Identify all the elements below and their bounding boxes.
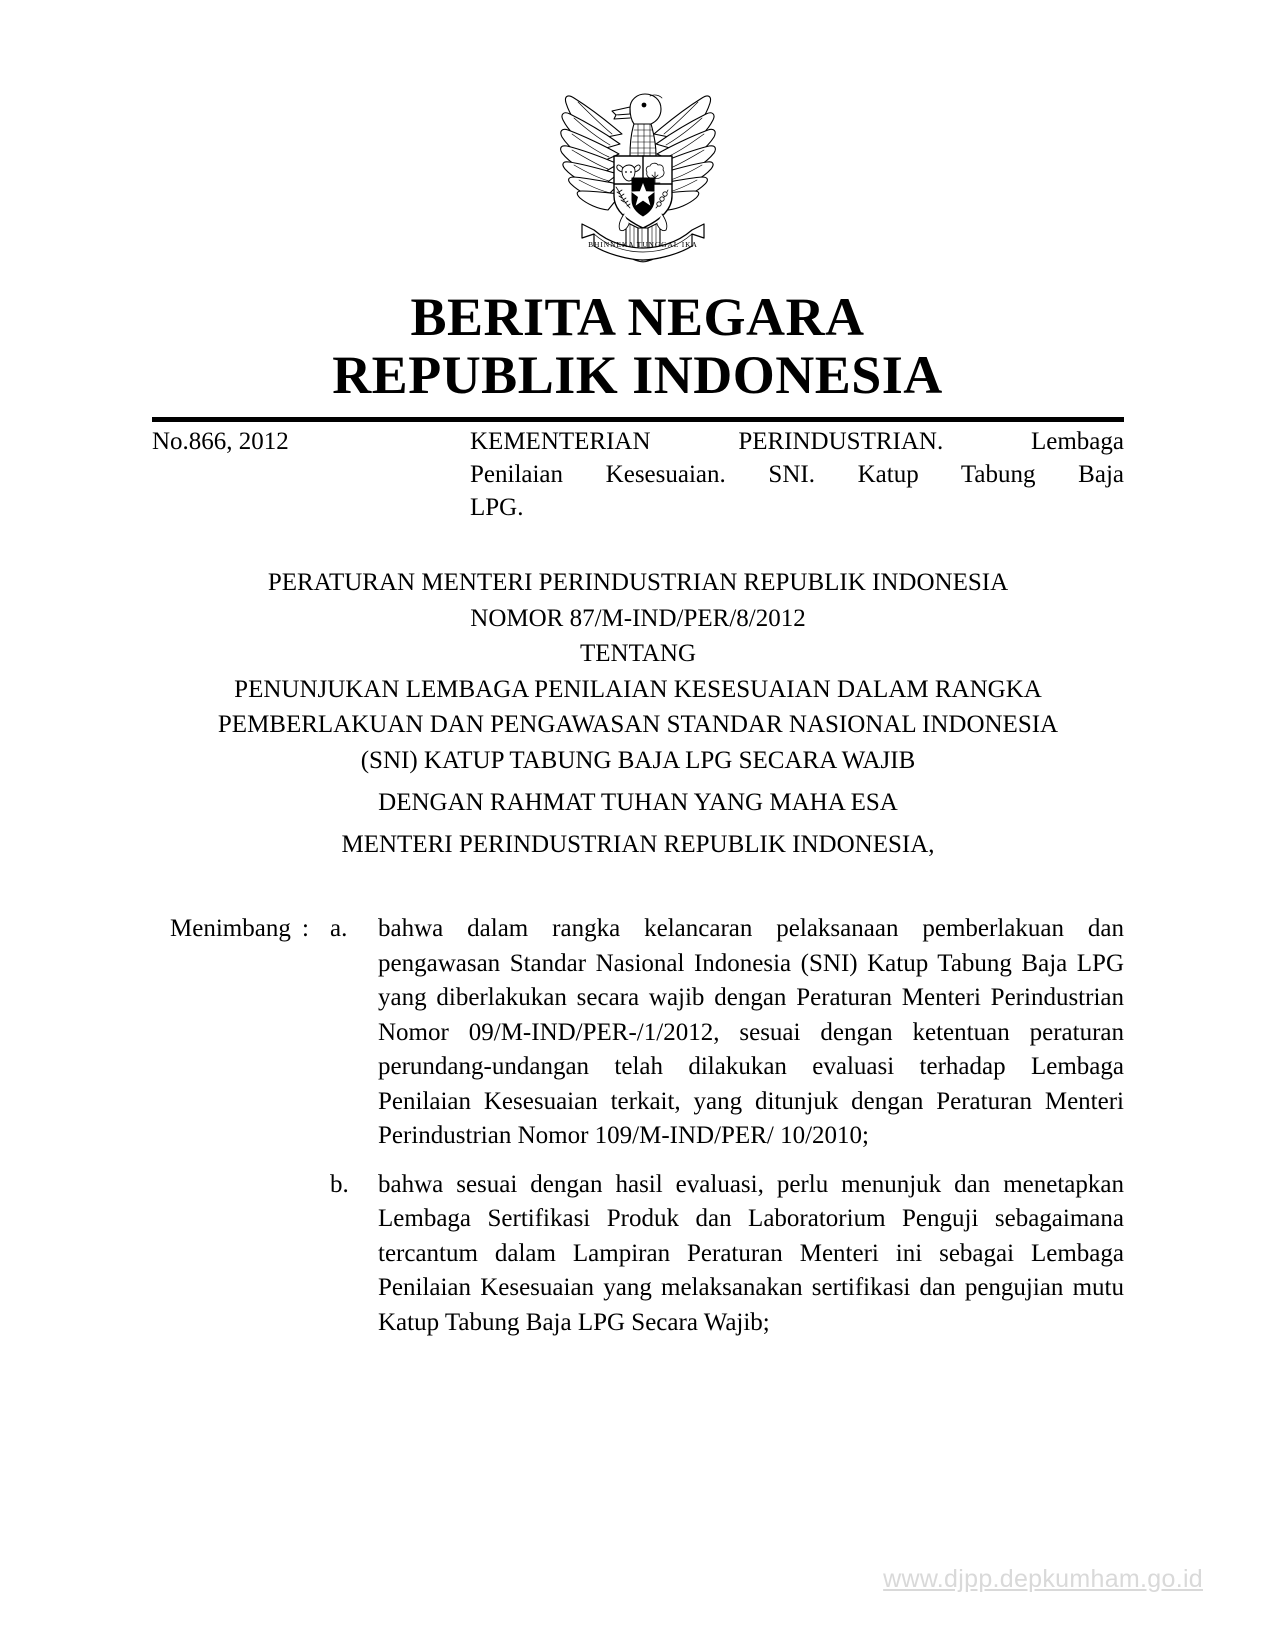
considerations-colon: : (302, 915, 309, 942)
gazette-subject-line-2: Penilaian Kesesuaian. SNI. Katup Tabung Baja (470, 461, 1124, 488)
regulation-title-line-1: PERATURAN MENTERI PERINDUSTRIAN REPUBLIK INDONESIA (267, 569, 1009, 596)
watermark-url: www.djpp.depkumham.go.id (883, 1565, 1203, 1593)
footer-watermark (0, 1565, 1275, 1594)
emblem-motto-text: BHINNEKA TUNGGAL IKA (587, 240, 698, 249)
regulation-subject-line-2: PEMBERLAKUAN DAN PENGAWASAN STANDAR NASIONAL INDONESIA (217, 711, 1059, 738)
considerations-section (152, 912, 1124, 1354)
gazette-subject (470, 425, 1124, 524)
masthead-line-2: REPUBLIK INDONESIA (332, 345, 943, 406)
invocation-block (152, 782, 1124, 866)
regulation-title-block (152, 565, 1124, 778)
masthead-divider (152, 417, 1124, 422)
gazette-subject-line-1: KEMENTERIAN PERINDUSTRIAN. Lembaga (470, 428, 1124, 455)
consideration-text-b: bahwa sesuai dengan hasil evaluasi, perlu menunjuk dan menetapkan Lembaga Sertifikasi Produk dan Laboratorium Penguji sebagaimana tercantum dalam Lampiran Peraturan Menteri ini sebagai Lembaga Penilaian Kesesuaian yang melaksanakan sertifikasi dan pengujian mutu Katup Tabung Baja LPG Secara Wajib; (378, 1170, 1124, 1336)
consideration-text-a: bahwa dalam rangka kelancaran pelaksanaan pemberlakuan dan pengawasan Standar Nasional Indonesia (SNI) Katup Tabung Baja LPG yang diberlakukan secara wajib dengan Peraturan Menteri Perindustrian Nomor 09/M-IND/PER-/1/2012, sesuai dengan ketentuan peraturan perundang-undangan telah dilakukan evaluasi terhadap Lembaga Penilaian Kesesuaian terkait, yang ditunjuk dengan Peraturan Menteri Perindustrian Nomor 109/M-IND/PER/ 10/2010; (378, 915, 1124, 1149)
gazette-subject-line-3: LPG. (470, 494, 524, 521)
consideration-item (152, 1168, 1124, 1341)
invocation-blessing: DENGAN RAHMAT TUHAN YANG MAHA ESA (378, 789, 898, 816)
considerations-label: Menimbang (170, 915, 291, 942)
gazette-header-row (152, 425, 1124, 524)
regulation-subject-line-3: (SNI) KATUP TABUNG BAJA LPG SECARA WAJIB (360, 746, 916, 774)
garuda-emblem-container (0, 72, 1275, 272)
invocation-minister: MENTERI PERINDUSTRIAN REPUBLIK INDONESIA, (341, 831, 935, 858)
consideration-item (152, 912, 1124, 1154)
consideration-marker-a: a. (330, 915, 348, 942)
regulation-subject-line-1: PENUNJUKAN LEMBAGA PENILAIAN KESESUAIAN DALAM RANGKA (234, 675, 1042, 703)
gazette-number: No.866, 2012 (152, 428, 289, 455)
masthead (0, 288, 1275, 405)
regulation-tentang-label: TENTANG (579, 640, 697, 667)
consideration-marker-b: b. (330, 1170, 349, 1198)
garuda-pancasila-icon (538, 72, 738, 272)
masthead-line-1: BERITA NEGARA (410, 287, 865, 347)
regulation-number: NOMOR 87/M-IND/PER/8/2012 (470, 604, 806, 632)
